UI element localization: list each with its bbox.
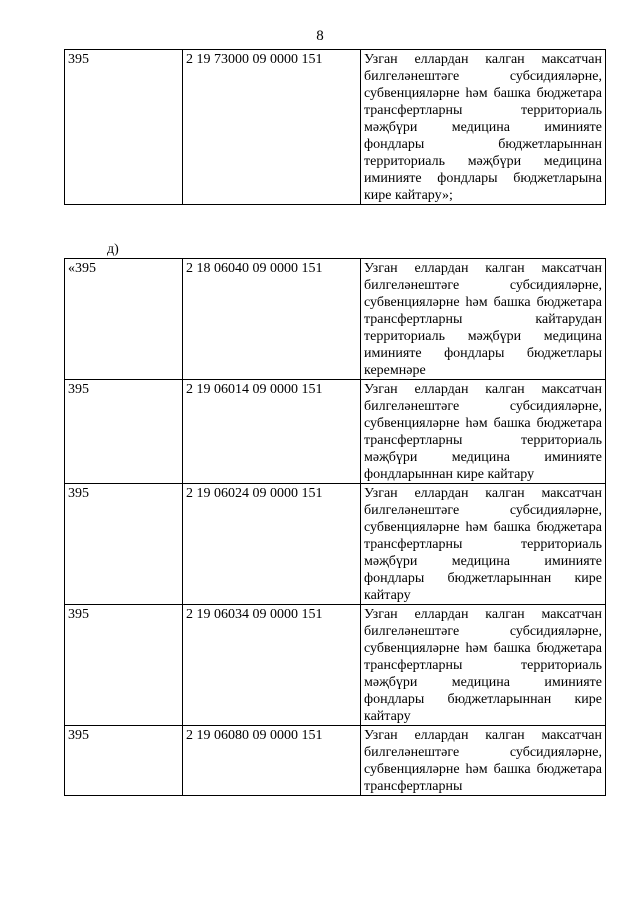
budget-classification-code-cell: 2 19 06014 09 0000 151 (183, 380, 361, 484)
budget-codes-table-continued (64, 49, 606, 205)
budget-classification-code-cell: 2 19 06034 09 0000 151 (183, 605, 361, 726)
admin-code-cell: 395 (65, 50, 183, 205)
description-cell: Узган еллардан калган максатчан билгеләнештәге субсидияләрне, субвенцияләрне һәм башка бюджетара трансфертларны (361, 726, 606, 796)
page-number: 8 (316, 28, 324, 44)
budget-classification-code-cell: 2 19 06080 09 0000 151 (183, 726, 361, 796)
description-cell: Узган еллардан калган максатчан билгеләнештәге субсидияләрне, субвенцияләрне һәм башка бюджетара трансфертларны кайтарудан территориаль мәҗбүри медицина иминияте фондлары бюджетлары керемнәре (361, 259, 606, 380)
budget-codes-table (64, 258, 606, 796)
table-row (65, 726, 606, 796)
table-row (65, 50, 606, 205)
admin-code-cell: 395 (65, 484, 183, 605)
budget-classification-code-cell: 2 19 06024 09 0000 151 (183, 484, 361, 605)
description-cell: Узган еллардан калган максатчан билгеләнештәге субсидияләрне, субвенцияләрне һәм башка бюджетара трансфертларны территориаль мәҗбүри медицина иминияте фондлары бюджетларыннан кире кайтару (361, 605, 606, 726)
description-cell: Узган еллардан калган максатчан билгеләнештәге субсидияләрне, субвенцияләрне һәм башка бюджетара трансфертларны территориаль мәҗбүри медицина иминияте фондларыннан кире кайтару (361, 380, 606, 484)
admin-code-cell: 395 (65, 726, 183, 796)
table-row (65, 380, 606, 484)
admin-code-cell: 395 (65, 605, 183, 726)
budget-classification-code-cell: 2 19 73000 09 0000 151 (183, 50, 361, 205)
description-cell: Узган еллардан калган максатчан билгеләнештәге субсидияләрне, субвенцияләрне һәм башка бюджетара трансфертларны территориаль мәҗбүри медицина иминияте фондлары бюджетларыннан кире кайтару (361, 484, 606, 605)
table-row (65, 484, 606, 605)
budget-classification-code-cell: 2 18 06040 09 0000 151 (183, 259, 361, 380)
admin-code-cell: «395 (65, 259, 183, 380)
admin-code-cell: 395 (65, 380, 183, 484)
description-cell: Узган еллардан калган максатчан билгеләнештәге субсидияләрне, субвенцияләрне һәм башка бюджетара трансфертларны территориаль мәҗбүри медицина иминияте фондлары бюджетларыннан территориаль мәҗбүри медицина иминияте фондлары бюджетларына кире кайтару»; (361, 50, 606, 205)
table-row (65, 259, 606, 380)
table-row (65, 605, 606, 726)
section-label: д) (107, 242, 119, 257)
